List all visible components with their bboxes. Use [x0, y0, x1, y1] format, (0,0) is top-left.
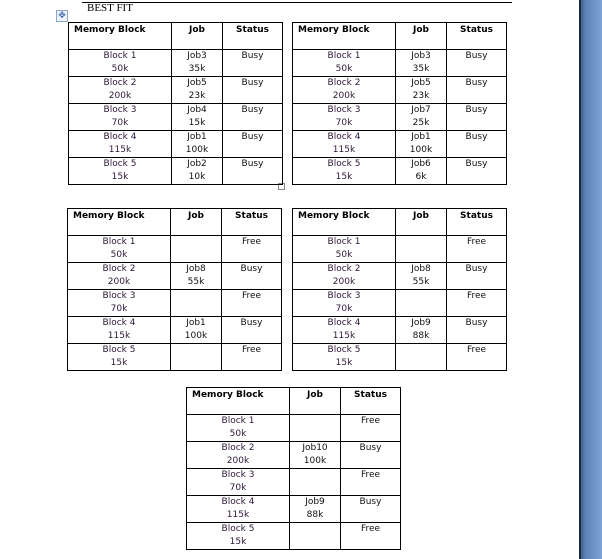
header-row	[293, 209, 507, 236]
job-name: Job1	[411, 132, 431, 142]
table-row	[293, 236, 507, 263]
block-name: Block 2	[327, 264, 361, 274]
memory-block-cell[interactable]	[293, 50, 396, 77]
job-cell[interactable]	[396, 236, 447, 263]
memory-block-cell[interactable]	[69, 77, 172, 104]
block-name: Block 4	[102, 318, 136, 328]
block-size: 200k	[107, 277, 131, 287]
block-size: 50k	[335, 64, 353, 74]
job-cell[interactable]	[172, 131, 223, 158]
block-name: Block 5	[327, 159, 361, 169]
status-text: Busy	[241, 51, 264, 61]
memory-block-cell[interactable]	[69, 131, 172, 158]
block-name: Block 1	[221, 416, 255, 426]
table-row	[69, 131, 283, 158]
status-cell[interactable]	[447, 50, 507, 77]
block-size: 115k	[226, 510, 250, 520]
job-name: Job5	[411, 78, 431, 88]
job-size: 100k	[185, 145, 209, 155]
memory-block-cell[interactable]	[69, 50, 172, 77]
status-text: Busy	[241, 78, 264, 88]
block-size: 70k	[335, 118, 353, 128]
table-row	[293, 158, 507, 185]
job-cell[interactable]	[396, 50, 447, 77]
status-text: Free	[241, 291, 262, 301]
status-cell[interactable]	[447, 104, 507, 131]
status-text: Busy	[465, 318, 488, 328]
memory-block-cell[interactable]	[68, 236, 171, 263]
table-row	[68, 317, 282, 344]
block-size: 200k	[332, 91, 356, 101]
block-name: Block 1	[327, 237, 361, 247]
block-size: 200k	[226, 456, 250, 466]
block-name: Block 1	[103, 51, 137, 61]
memory-block-cell[interactable]	[187, 469, 290, 496]
block-size: 115k	[108, 145, 132, 155]
status-cell[interactable]	[447, 263, 507, 290]
memory-table-5	[186, 387, 401, 550]
job-cell[interactable]	[396, 290, 447, 317]
status-cell[interactable]	[222, 344, 282, 371]
job-name: Job3	[411, 51, 431, 61]
job-cell[interactable]	[290, 469, 341, 496]
header-memory-block: Memory Block	[69, 23, 172, 50]
memory-block-cell[interactable]	[187, 415, 290, 442]
job-size: 23k	[412, 91, 430, 101]
block-size: 15k	[111, 172, 129, 182]
job-cell[interactable]	[172, 50, 223, 77]
table-row	[187, 523, 401, 550]
status-text: Busy	[240, 318, 263, 328]
header-status: Status	[447, 209, 507, 236]
workspace-background	[581, 0, 602, 559]
table-row	[187, 442, 401, 469]
header-job: Job	[172, 23, 223, 50]
block-name: Block 2	[221, 443, 255, 453]
block-size: 115k	[107, 331, 131, 341]
job-cell[interactable]	[396, 344, 447, 371]
job-size: 100k	[303, 456, 327, 466]
memory-block-cell[interactable]	[187, 442, 290, 469]
block-name: Block 3	[327, 291, 361, 301]
status-cell[interactable]	[341, 469, 401, 496]
status-text: Free	[360, 524, 381, 534]
job-size: 6k	[415, 172, 427, 182]
table-row	[293, 317, 507, 344]
status-text: Busy	[465, 159, 488, 169]
status-cell[interactable]	[447, 344, 507, 371]
job-size: 55k	[412, 277, 430, 287]
job-cell[interactable]	[396, 104, 447, 131]
memory-block-cell[interactable]	[69, 158, 172, 185]
table-row	[68, 290, 282, 317]
job-size: 15k	[188, 118, 206, 128]
job-cell[interactable]	[290, 496, 341, 523]
job-cell[interactable]	[396, 77, 447, 104]
job-name: Job8	[186, 264, 206, 274]
block-name: Block 5	[102, 345, 136, 355]
job-name: Job3	[187, 51, 207, 61]
table-row	[293, 344, 507, 371]
table-row	[69, 77, 283, 104]
memory-block-cell[interactable]	[68, 263, 171, 290]
job-cell[interactable]	[171, 344, 222, 371]
block-name: Block 3	[103, 105, 137, 115]
header-status: Status	[222, 209, 282, 236]
memory-block-cell[interactable]	[293, 158, 396, 185]
job-name: Job1	[186, 318, 206, 328]
status-cell[interactable]	[222, 236, 282, 263]
memory-block-cell[interactable]	[68, 317, 171, 344]
status-text: Free	[466, 291, 487, 301]
job-name: Job10	[302, 443, 328, 453]
memory-block-cell[interactable]	[293, 131, 396, 158]
job-cell[interactable]	[290, 442, 341, 469]
table-row	[187, 415, 401, 442]
status-cell[interactable]	[447, 236, 507, 263]
job-cell[interactable]	[290, 415, 341, 442]
memory-block-cell[interactable]	[293, 344, 396, 371]
job-cell[interactable]	[396, 131, 447, 158]
job-name: Job1	[187, 132, 207, 142]
block-size: 115k	[332, 331, 356, 341]
memory-block-cell[interactable]	[68, 290, 171, 317]
memory-table-1	[68, 22, 283, 185]
table-row	[293, 290, 507, 317]
memory-block-cell[interactable]	[293, 290, 396, 317]
memory-table-3	[67, 208, 282, 371]
table-move-handle-icon[interactable]: ✥	[56, 10, 68, 22]
job-name: Job6	[411, 159, 431, 169]
header-rule	[82, 2, 512, 3]
status-text: Busy	[241, 132, 264, 142]
status-text: Busy	[359, 497, 382, 507]
block-size: 115k	[332, 145, 356, 155]
header-row	[69, 23, 283, 50]
block-size: 15k	[335, 358, 353, 368]
status-cell[interactable]	[222, 290, 282, 317]
block-name: Block 4	[103, 132, 137, 142]
status-text: Free	[360, 470, 381, 480]
status-text: Free	[466, 345, 487, 355]
header-job: Job	[290, 388, 341, 415]
job-cell[interactable]	[171, 317, 222, 344]
job-cell[interactable]	[171, 236, 222, 263]
block-size: 50k	[110, 250, 128, 260]
block-name: Block 3	[102, 291, 136, 301]
header-row	[68, 209, 282, 236]
status-cell[interactable]	[447, 317, 507, 344]
table-row	[187, 469, 401, 496]
job-name: Job7	[411, 105, 431, 115]
job-cell[interactable]	[396, 158, 447, 185]
header-row	[187, 388, 401, 415]
header-job: Job	[396, 23, 447, 50]
status-text: Busy	[241, 159, 264, 169]
job-size: 88k	[306, 510, 324, 520]
job-size: 25k	[412, 118, 430, 128]
block-size: 50k	[335, 250, 353, 260]
status-text: Busy	[240, 264, 263, 274]
block-size: 70k	[335, 304, 353, 314]
status-cell[interactable]	[223, 131, 283, 158]
status-text: Busy	[465, 132, 488, 142]
table-row	[293, 104, 507, 131]
block-name: Block 3	[221, 470, 255, 480]
job-name: Job8	[411, 264, 431, 274]
memory-block-cell[interactable]	[293, 236, 396, 263]
memory-block-cell[interactable]	[69, 104, 172, 131]
table-row	[69, 158, 283, 185]
header-status: Status	[447, 23, 507, 50]
status-cell[interactable]	[341, 523, 401, 550]
job-size: 10k	[188, 172, 206, 182]
status-cell[interactable]	[223, 158, 283, 185]
header-memory-block: Memory Block	[68, 209, 171, 236]
block-name: Block 2	[103, 78, 137, 88]
memory-block-cell[interactable]	[293, 263, 396, 290]
status-text: Busy	[465, 51, 488, 61]
table-row	[68, 236, 282, 263]
status-cell[interactable]	[447, 131, 507, 158]
job-cell[interactable]	[172, 158, 223, 185]
memory-block-cell[interactable]	[293, 77, 396, 104]
block-name: Block 2	[327, 78, 361, 88]
table-row	[69, 50, 283, 77]
block-size: 15k	[229, 537, 247, 547]
status-text: Busy	[465, 264, 488, 274]
job-cell[interactable]	[172, 77, 223, 104]
memory-block-cell[interactable]	[187, 523, 290, 550]
job-name: Job5	[187, 78, 207, 88]
block-size: 50k	[111, 64, 129, 74]
status-text: Free	[466, 237, 487, 247]
memory-block-cell[interactable]	[293, 317, 396, 344]
table-row	[293, 263, 507, 290]
job-name: Job9	[411, 318, 431, 328]
job-size: 35k	[188, 64, 206, 74]
block-size: 70k	[110, 304, 128, 314]
job-name: Job4	[187, 105, 207, 115]
status-cell[interactable]	[223, 50, 283, 77]
status-cell[interactable]	[223, 104, 283, 131]
block-name: Block 4	[221, 497, 255, 507]
block-size: 15k	[110, 358, 128, 368]
job-cell[interactable]	[290, 523, 341, 550]
status-text: Free	[241, 237, 262, 247]
status-cell[interactable]	[447, 290, 507, 317]
job-cell[interactable]	[396, 263, 447, 290]
table-row	[68, 263, 282, 290]
header-status: Status	[223, 23, 283, 50]
block-name: Block 3	[327, 105, 361, 115]
status-text: Busy	[465, 105, 488, 115]
status-cell[interactable]	[222, 317, 282, 344]
header-job: Job	[171, 209, 222, 236]
job-cell[interactable]	[396, 317, 447, 344]
status-cell[interactable]	[447, 77, 507, 104]
job-size: 23k	[188, 91, 206, 101]
memory-block-cell[interactable]	[187, 496, 290, 523]
block-size: 70k	[229, 483, 247, 493]
status-text: Busy	[359, 443, 382, 453]
table-row	[293, 50, 507, 77]
status-text: Free	[241, 345, 262, 355]
status-cell[interactable]	[341, 496, 401, 523]
block-name: Block 2	[102, 264, 136, 274]
job-cell[interactable]	[171, 290, 222, 317]
memory-block-cell[interactable]	[68, 344, 171, 371]
job-size: 55k	[187, 277, 205, 287]
status-text: Free	[360, 416, 381, 426]
table-row	[69, 104, 283, 131]
status-cell[interactable]	[222, 263, 282, 290]
table-row	[68, 344, 282, 371]
block-size: 200k	[332, 277, 356, 287]
status-cell[interactable]	[447, 158, 507, 185]
header-row	[293, 23, 507, 50]
table-row	[293, 77, 507, 104]
status-text: Busy	[465, 78, 488, 88]
block-size: 15k	[335, 172, 353, 182]
block-name: Block 1	[102, 237, 136, 247]
header-memory-block: Memory Block	[187, 388, 290, 415]
status-text: Busy	[241, 105, 264, 115]
status-cell[interactable]	[341, 442, 401, 469]
job-size: 100k	[184, 331, 208, 341]
document-heading: BEST FIT	[87, 2, 133, 14]
memory-table-4	[292, 208, 507, 371]
job-name: Job9	[305, 497, 325, 507]
header-memory-block: Memory Block	[293, 23, 396, 50]
status-cell[interactable]	[341, 415, 401, 442]
table-row	[187, 496, 401, 523]
header-job: Job	[396, 209, 447, 236]
memory-block-cell[interactable]	[293, 104, 396, 131]
block-size: 50k	[229, 429, 247, 439]
block-name: Block 5	[221, 524, 255, 534]
table-row	[293, 131, 507, 158]
job-size: 35k	[412, 64, 430, 74]
header-status: Status	[341, 388, 401, 415]
job-cell[interactable]	[171, 263, 222, 290]
job-size: 88k	[412, 331, 430, 341]
block-name: Block 4	[327, 318, 361, 328]
block-size: 70k	[111, 118, 129, 128]
header-memory-block: Memory Block	[293, 209, 396, 236]
job-size: 100k	[409, 145, 433, 155]
status-cell[interactable]	[223, 77, 283, 104]
memory-table-2	[292, 22, 507, 185]
job-cell[interactable]	[172, 104, 223, 131]
block-name: Block 5	[103, 159, 137, 169]
block-name: Block 5	[327, 345, 361, 355]
block-name: Block 4	[327, 132, 361, 142]
job-name: Job2	[187, 159, 207, 169]
block-name: Block 1	[327, 51, 361, 61]
block-size: 200k	[108, 91, 132, 101]
